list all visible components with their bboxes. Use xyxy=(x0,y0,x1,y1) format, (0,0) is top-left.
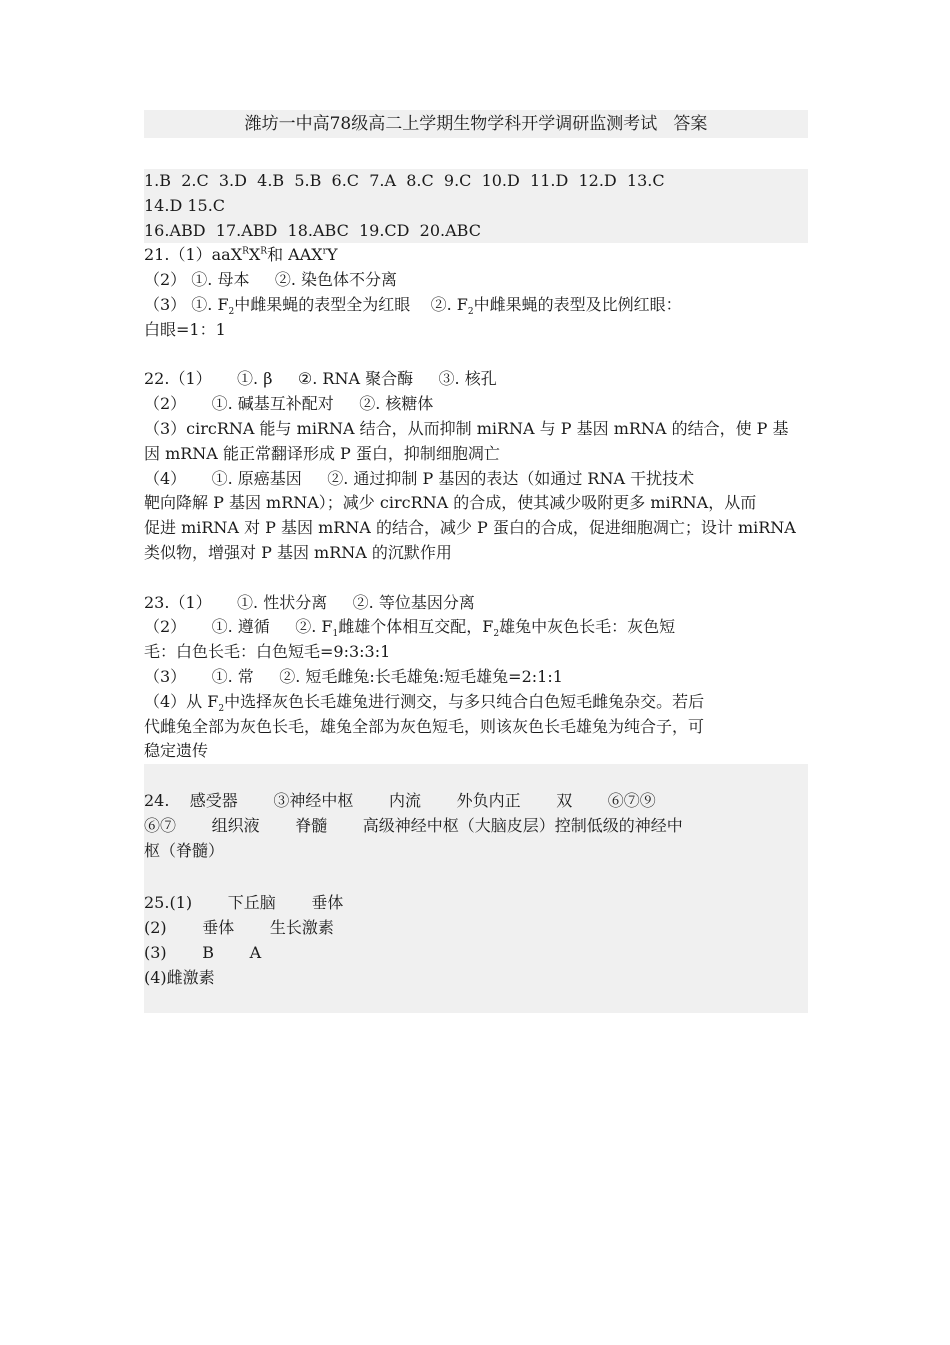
q22-line-3: （3）circRNA 能与 miRNA 结合，从而抑制 miRNA 与 P 基因 mRNA 的结合，使 P 基 xyxy=(144,418,789,438)
spacer xyxy=(144,343,808,368)
q22-line-6: 靶向降解 P 基因 mRNA）；减少 circRNA 的合成，使其减少吸附更多 miRNA，从而 xyxy=(144,493,757,513)
q23-line-2: （2） ①. 遵循 ②. $F_1$雌雄个体相互交配，$F_2$雄兔中灰色长毛：灰色短 xyxy=(144,617,676,640)
q21-part-3-cont: 白眼=1：1 xyxy=(144,319,226,339)
question-25 xyxy=(144,889,808,1013)
spacer xyxy=(144,566,808,591)
q22-line-8: 类似物，增强对 P 基因 mRNA 的沉默作用 xyxy=(144,542,452,562)
q21-part-3: （3） ①. $F_2$中雌果蝇的表型全为红眼 ②. $F_2$中雌果蝇的表型及比例红眼： xyxy=(144,294,682,318)
choice-answers-block xyxy=(144,169,808,243)
q25-line-1: 25.(1) 下丘脑 垂体 xyxy=(144,893,344,913)
choice-answers-row-3: 16.ABD 17.ABD 18.ABC 19.CD 20.ABC xyxy=(144,220,481,240)
q24-line-3: 枢（脊髓） xyxy=(144,840,225,860)
q25-line-3: (3) B A xyxy=(144,942,262,962)
question-23 xyxy=(144,591,808,765)
q25-line-4: (4)雌激素 xyxy=(144,967,215,987)
answer-sheet xyxy=(144,110,808,1013)
q21-part-2: （2） ①. 母本 ②. 染色体不分离 xyxy=(144,270,398,290)
q23-line-3: 毛：白色长毛：白色短毛=9:3:3:1 xyxy=(144,642,391,662)
page-title: 潍坊一中高78级高二上学期生物学科开学调研监测考试 答案 xyxy=(144,110,808,138)
q23-line-6: 代雌兔全部为灰色长毛，雄兔全部为灰色短毛，则该灰色长毛雄兔为纯合子，可 xyxy=(144,716,705,736)
q22-line-2: （2） ①. 碱基互补配对 ②. 核糖体 xyxy=(144,394,434,414)
question-24 xyxy=(144,764,808,889)
q24-line-2: ⑥⑦ 组织液 脊髓 高级神经中枢（大脑皮层）控制低级的神经中 xyxy=(144,815,683,835)
choice-answers-row-2: 14.D 15.C xyxy=(144,195,226,215)
q22-line-1: 22.（1） ①. β ②. RNA 聚合酶 ③. 核孔 xyxy=(144,369,497,389)
question-21 xyxy=(144,243,808,342)
q22-line-7: 促进 miRNA 对 P 基因 mRNA 的结合，减少 P 蛋白的合成，促进细胞凋亡；设计 miRNA xyxy=(144,518,796,538)
q23-line-7: 稳定遗传 xyxy=(144,741,209,761)
q21-part-1: $21.(1)aaX^RX^R$和 AAX$^r$Y xyxy=(144,245,338,265)
choice-answers-row-1: 1.B 2.C 3.D 4.B 5.B 6.C 7.A 8.C 9.C 10.D 11.D 12.D 13.C xyxy=(144,171,665,190)
title-spacer xyxy=(144,138,808,169)
q24-line-1: 24. 感受器 ③神经中枢 内流 外负内正 双 ⑥⑦⑨ xyxy=(144,791,656,811)
q22-line-5: （4） ①. 原癌基因 ②. 通过抑制 P 基因的表达（如通过 RNA 干扰技术 xyxy=(144,468,695,488)
q22-line-4: 因 mRNA 能正常翻译形成 P 蛋白，抑制细胞凋亡 xyxy=(144,443,500,463)
q23-line-5: （4）从 $F_2$中选择灰色长毛雄兔进行测交，与多只纯合白色短毛雌兔杂交。若后 xyxy=(144,691,705,714)
question-22 xyxy=(144,367,808,565)
q23-line-1: 23.（1） ①. 性状分离 ②. 等位基因分离 xyxy=(144,592,475,612)
q25-line-2: (2) 垂体 生长激素 xyxy=(144,917,334,937)
q23-line-4: （3） ①. 常 ②. 短毛雌兔:长毛雄兔:短毛雄兔=2:1:1 xyxy=(144,666,563,686)
